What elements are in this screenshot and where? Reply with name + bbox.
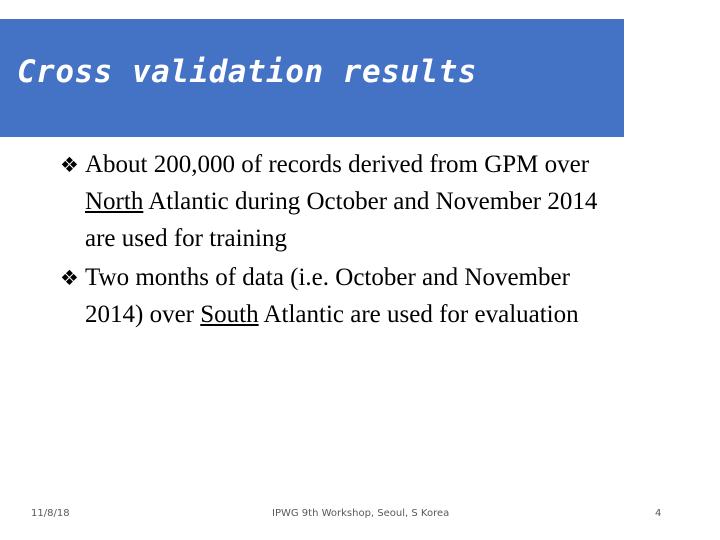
slide-body xyxy=(60,146,680,335)
bullet-text: 2014) over xyxy=(85,301,201,328)
slide-title: Cross validation results xyxy=(17,54,477,90)
bullet-line: are used for training xyxy=(85,225,288,252)
underlined-text: North xyxy=(85,188,144,215)
bullet-item xyxy=(60,146,680,257)
bullet-item xyxy=(60,259,680,333)
bullet-line xyxy=(85,183,680,220)
page-number: 4 xyxy=(655,508,662,519)
bullet-text: Atlantic are used for evaluation xyxy=(258,301,579,328)
bullet-line: About 200,000 of records derived from GPM over xyxy=(85,151,590,178)
bullet-line xyxy=(85,296,680,333)
diamond-bullet-icon: ❖ xyxy=(60,153,79,177)
footer-text: IPWG 9th Workshop, Seoul, S Korea xyxy=(272,508,450,519)
bullet-line: Two months of data (i.e. October and November xyxy=(85,264,570,291)
diamond-bullet-icon: ❖ xyxy=(60,266,79,290)
bullet-text: Atlantic during October and November 2014 xyxy=(143,188,598,215)
underlined-text: South xyxy=(200,301,259,328)
footer-date: 11/8/18 xyxy=(31,508,70,519)
